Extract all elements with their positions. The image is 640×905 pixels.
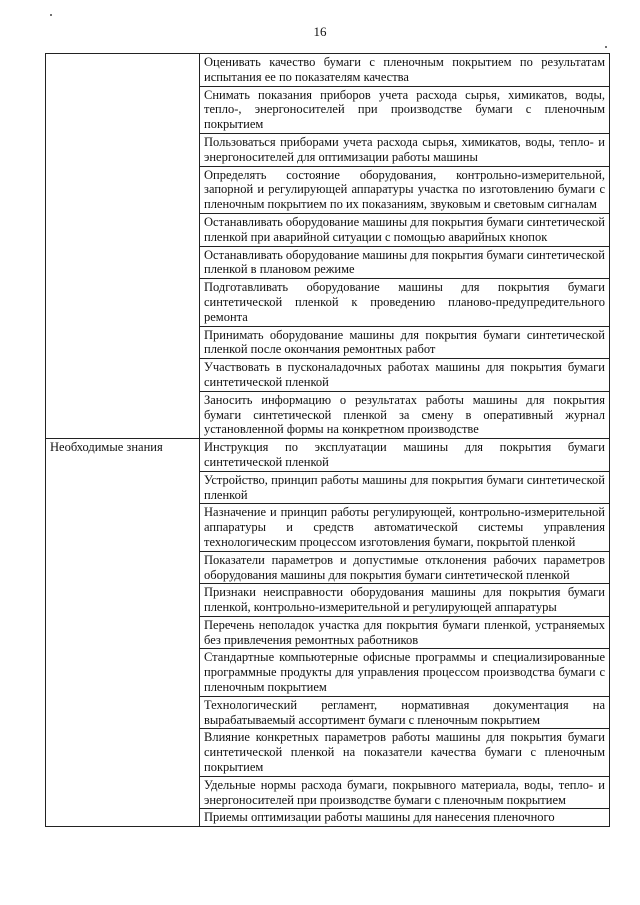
knowledge-item: Назначение и принцип работы регулирующей, контрольно-измерительной аппаратуры и средств автоматической системы управления технологическим процессом изготовления бумаги, покрытой пленкой [200, 504, 610, 551]
skill-item: Подготавливать оборудование машины для покрытия бумаги синтетической пленкой к проведению планово-предупредительного ремонта [200, 279, 610, 326]
knowledge-item: Технологический регламент, нормативная документация на вырабатываемый ассортимент бумаги с пленочным покрытием [200, 696, 610, 729]
knowledge-label-cell: Необходимые знания [46, 439, 200, 827]
table-row [46, 439, 610, 472]
knowledge-item: Влияние конкретных параметров работы машины для покрытия бумаги синтетической пленкой на показатели качества бумаги с пленочным покрытием [200, 729, 610, 776]
knowledge-item: Признаки неисправности оборудования машины для покрытия бумаги пленкой, контрольно-измерительной и регулирующей аппаратуры [200, 584, 610, 617]
knowledge-item: Удельные нормы расхода бумаги, покрывного материала, воды, тепло- и энергоносителей при производстве бумаги с пленочным покрытием [200, 776, 610, 809]
knowledge-item: Приемы оптимизации работы машины для нанесения пленочного [200, 809, 610, 827]
page-number: 16 [313, 24, 327, 39]
table-row [46, 54, 610, 87]
scan-speck [605, 46, 607, 48]
skill-item: Пользоваться приборами учета расхода сырья, химикатов, воды, тепло- и энергоносителей для оптимизации работы машины [200, 133, 610, 166]
knowledge-item: Устройство, принцип работы машины для покрытия бумаги синтетической пленкой [200, 471, 610, 504]
skill-item: Останавливать оборудование машины для покрытия бумаги синтетической пленкой в плановом режиме [200, 246, 610, 279]
skills-label-cell [46, 54, 200, 439]
skill-item: Снимать показания приборов учета расхода сырья, химикатов, воды, тепло-, энергоносителей при производстве бумаги с пленочным покрытием [200, 86, 610, 133]
skill-item: Определять состояние оборудования, контрольно-измерительной, запорной и регулирующей аппаратуры участка по изготовлению бумаги с пленочным покрытием по их показаниям, звуковым и световым сигналам [200, 166, 610, 213]
skill-item: Останавливать оборудование машины для покрытия бумаги синтетической пленкой при аварийной ситуации с помощью аварийных кнопок [200, 213, 610, 246]
knowledge-item: Инструкция по эксплуатации машины для покрытия бумаги синтетической пленкой [200, 439, 610, 472]
skill-item: Принимать оборудование машины для покрытия бумаги синтетической пленкой после окончания ремонтных работ [200, 326, 610, 359]
skill-item: Оценивать качество бумаги с пленочным покрытием по результатам испытания ее по показателям качества [200, 54, 610, 87]
skill-item: Участвовать в пусконаладочных работах машины для покрытия бумаги синтетической пленкой [200, 359, 610, 392]
requirements-table [45, 53, 610, 827]
scan-speck [50, 14, 52, 16]
skill-item: Заносить информацию о результатах работы машины для покрытия бумаги синтетической пленкой за смену в оперативный журнал установленной формы на конкретном производстве [200, 391, 610, 438]
knowledge-item: Стандартные компьютерные офисные программы и специализированные программные продукты для управления процессом производства бумаги с пленочным покрытием [200, 649, 610, 696]
knowledge-item: Показатели параметров и допустимые отклонения рабочих параметров оборудования машины для покрытия бумаги синтетической пленкой [200, 551, 610, 584]
knowledge-item: Перечень неполадок участка для покрытия бумаги пленкой, устраняемых без привлечения ремонтных работников [200, 616, 610, 649]
